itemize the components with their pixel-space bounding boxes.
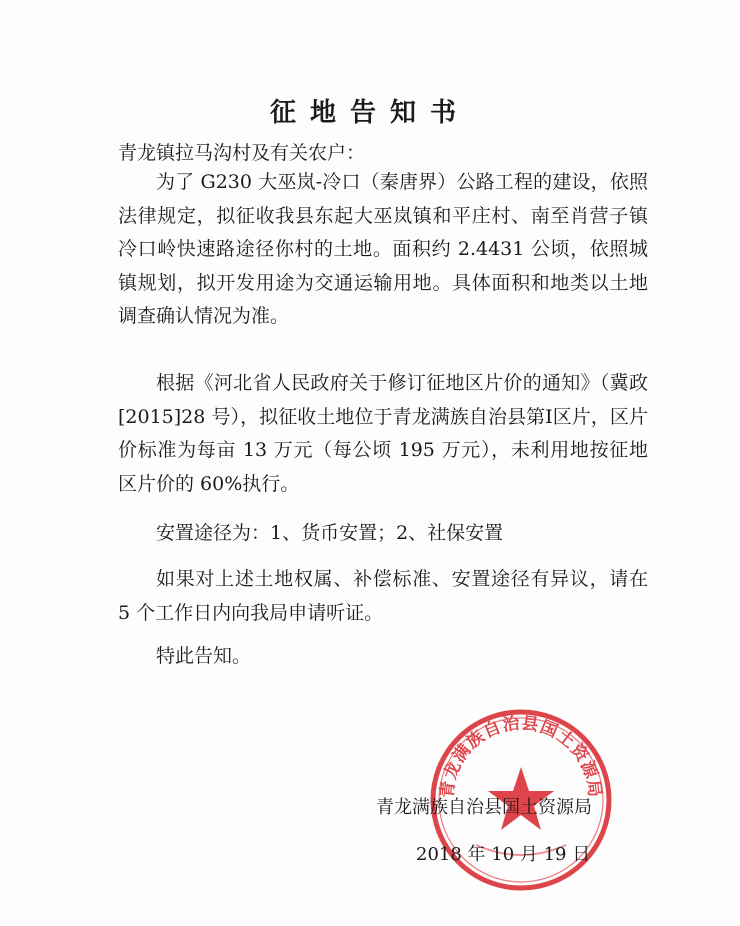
- paragraph-closing: 特此告知。: [156, 645, 252, 667]
- svg-text:青龙满族自治县国土资源局: 青龙满族自治县国土资源局: [437, 713, 605, 799]
- addressee: 青龙镇拉马沟村及有关农户：: [118, 142, 366, 164]
- paragraph-project: 为了 G230 大巫岚-冷口（秦唐界）公路工程的建设，依照法律规定，拟征收我县东起大巫岚镇和平庄村、南至肖营子镇冷口岭快速路途径你村的土地。面积约 2.4431 公顷，依照城镇规划，拟开发用途为交通运输用地。具体面积和地类以土地调查确认情况为准。: [118, 171, 648, 327]
- paragraph-compensation: 根据《河北省人民政府关于修订征地区片价的通知》（冀政[2015]28 号），拟征收土地位于青龙满族自治县第Ⅰ区片，区片价标准为每亩 13 万元（每公顷 195 万元），未利用地按征地区片价的 60%执行。: [118, 372, 648, 495]
- issue-date: 2018 年 10 月 19 日: [416, 844, 591, 865]
- paragraph-resettlement: 安置途径为：1、货币安置；2、社保安置: [156, 522, 504, 544]
- issuer-signature: 青龙满族自治县国土资源局: [376, 797, 592, 818]
- page-title: 征地告知书: [269, 98, 470, 128]
- paragraph-hearing: 如果对上述土地权属、补偿标准、安置途径有异议，请在 5 个工作日内向我局申请听证。: [118, 568, 648, 624]
